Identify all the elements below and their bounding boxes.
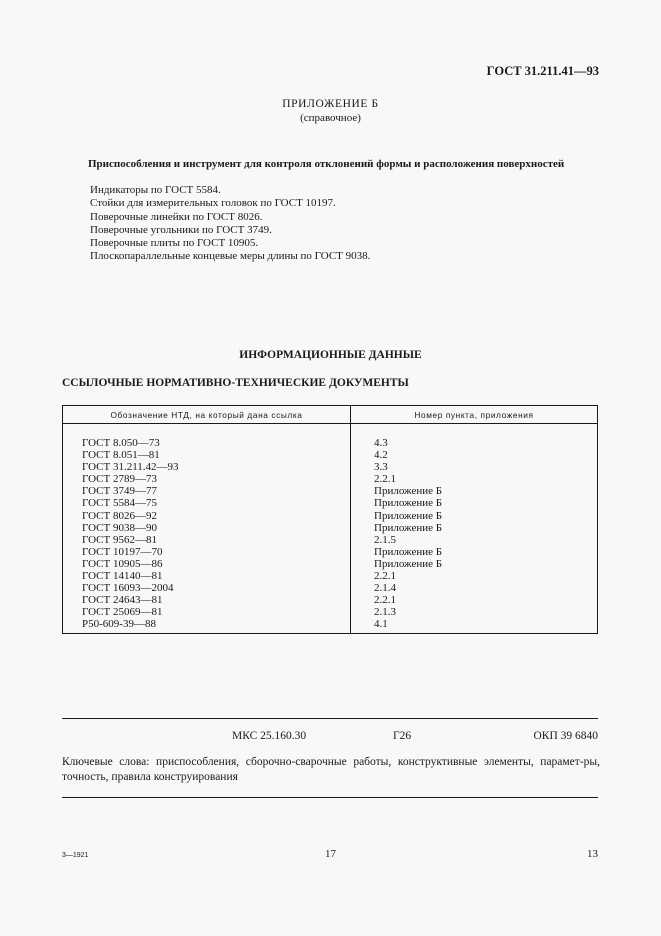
table-cell-clause: 4.2 bbox=[374, 449, 388, 462]
list-item: Поверочные плиты по ГОСТ 10905. bbox=[90, 237, 259, 250]
table-cell-clause: 2.2.1 bbox=[374, 594, 396, 607]
documents-list bbox=[82, 437, 350, 631]
table-cell-document: ГОСТ 8026—92 bbox=[82, 509, 157, 522]
list-item: Плоскопараллельные концевые меры длины по ГОСТ 9038. bbox=[90, 250, 371, 263]
info-title: ИНФОРМАЦИОННЫЕ ДАННЫЕ bbox=[239, 349, 422, 361]
column-header-clause: Номер пункта, приложения bbox=[351, 406, 598, 424]
list-item: Поверочные угольники по ГОСТ 3749. bbox=[90, 223, 272, 236]
table-cell-document: ГОСТ 8.050—73 bbox=[82, 437, 160, 449]
table-cell-clause: 2.2.1 bbox=[374, 473, 396, 486]
table-cell-document: ГОСТ 8.051—81 bbox=[82, 449, 160, 462]
table-cell-document: ГОСТ 3749—77 bbox=[82, 485, 157, 498]
references-table bbox=[62, 405, 598, 634]
table-cell-document: ГОСТ 24643—81 bbox=[82, 594, 163, 607]
table-cell-document: ГОСТ 16093—2004 bbox=[82, 582, 174, 595]
appendix-heading: Приспособления и инструмент для контроля отклонений формы и расположения поверхностей bbox=[88, 158, 565, 170]
page-number-right: 13 bbox=[587, 848, 598, 860]
okp-code: ОКП 39 6840 bbox=[533, 730, 598, 742]
table-cell-clause: 2.1.4 bbox=[374, 582, 396, 595]
list-item: Стойки для измерительных головок по ГОСТ 10197. bbox=[90, 197, 336, 210]
print-mark: 3—1921 bbox=[62, 852, 89, 859]
divider-bottom bbox=[62, 797, 598, 798]
documents-column bbox=[63, 424, 351, 634]
table-cell-document: ГОСТ 10197—70 bbox=[82, 545, 163, 558]
references-title: ССЫЛОЧНЫЕ НОРМАТИВНО-ТЕХНИЧЕСКИЕ ДОКУМЕНТЫ bbox=[62, 377, 409, 389]
keywords: Ключевые слова: приспособления, сборочно-сварочные работы, конструктивные элементы, парамет-ры, точность, правила конструирования bbox=[62, 756, 600, 783]
table-cell-document: ГОСТ 9562—81 bbox=[82, 533, 157, 546]
list-item: Индикаторы по ГОСТ 5584. bbox=[90, 184, 221, 196]
table-cell-document: ГОСТ 14140—81 bbox=[82, 570, 163, 583]
table-cell-clause: Приложение Б bbox=[374, 545, 443, 558]
group-code: Г26 bbox=[393, 730, 412, 742]
mks-code: МКС 25.160.30 bbox=[232, 730, 307, 742]
page-number-center: 17 bbox=[325, 848, 336, 860]
column-header-document: Обозначение НТД, на который дана ссылка bbox=[63, 406, 351, 424]
table-cell-clause: Приложение Б bbox=[374, 485, 443, 498]
table-cell-document: ГОСТ 25069—81 bbox=[82, 606, 163, 619]
clauses-column bbox=[351, 424, 598, 634]
document-code: ГОСТ 31.211.41—93 bbox=[486, 64, 599, 78]
table-cell-clause: Приложение Б bbox=[374, 557, 443, 570]
clauses-list bbox=[374, 437, 597, 631]
table-cell-document: ГОСТ 10905—86 bbox=[82, 557, 163, 570]
appendix-subtitle: (справочное) bbox=[300, 112, 361, 124]
table-cell-document: ГОСТ 5584—75 bbox=[82, 497, 157, 510]
table-cell-clause: 3.3 bbox=[374, 461, 388, 474]
appendix-title: ПРИЛОЖЕНИЕ Б bbox=[282, 98, 379, 110]
table-cell-clause: 2.2.1 bbox=[374, 570, 396, 583]
table-cell-document: ГОСТ 2789—73 bbox=[82, 473, 157, 486]
table-cell-document: ГОСТ 9038—90 bbox=[82, 521, 157, 534]
table-cell-document: Р50-609-39—88 bbox=[82, 618, 156, 631]
table-cell-clause: 4.3 bbox=[374, 437, 388, 449]
list-item: Поверочные линейки по ГОСТ 8026. bbox=[90, 210, 263, 223]
table-cell-clause: 4.1 bbox=[374, 618, 388, 631]
tools-list bbox=[90, 184, 370, 264]
table-cell-clause: 2.1.3 bbox=[374, 606, 396, 619]
table-cell-clause: Приложение Б bbox=[374, 497, 443, 510]
table-cell-clause: Приложение Б bbox=[374, 509, 443, 522]
divider-top bbox=[62, 718, 598, 719]
table-cell-clause: Приложение Б bbox=[374, 521, 443, 534]
table-cell-clause: 2.1.5 bbox=[374, 533, 396, 546]
table-cell-document: ГОСТ 31.211.42—93 bbox=[82, 461, 179, 474]
table-row bbox=[63, 424, 598, 634]
